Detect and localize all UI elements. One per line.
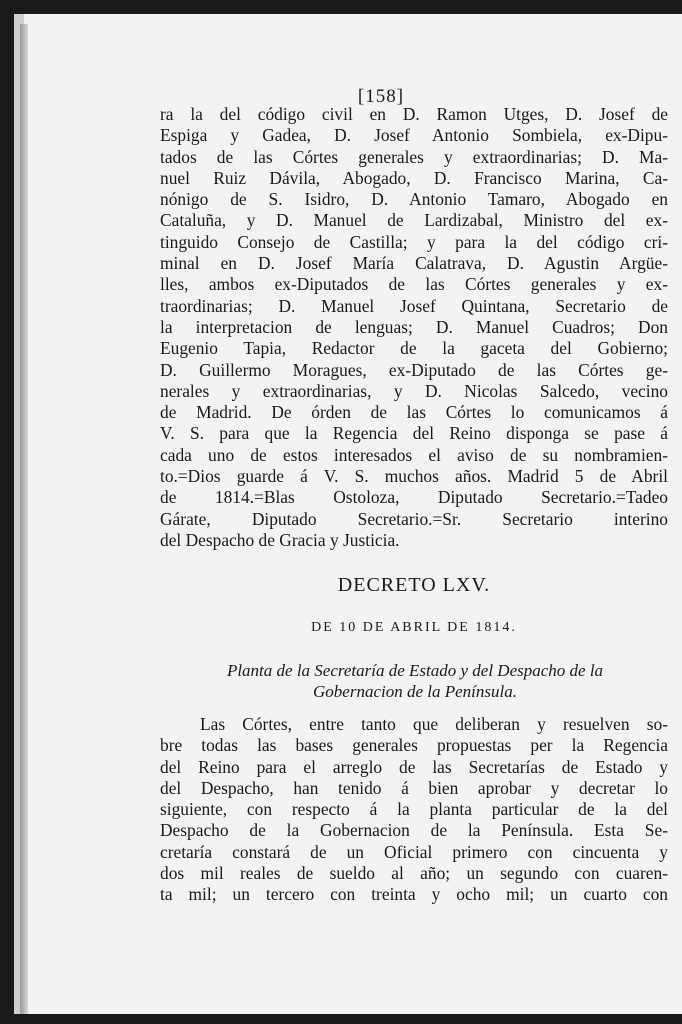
page-gutter — [20, 24, 28, 1014]
text-line: de Madrid. De órden de las Córtes lo comunicamos á — [160, 402, 668, 423]
text-line: bre todas las bases generales propuestas per la Regencia — [160, 735, 668, 756]
text-line: nónigo de S. Isidro, D. Antonio Tamaro, Abogado en — [160, 189, 668, 210]
text-line: del Despacho, han tenido á bien aprobar y decretar lo — [160, 777, 668, 798]
text-line: tados de las Córtes generales y extraordinarias; D. Ma- — [160, 146, 668, 167]
text-line: la interpretacion de lenguas; D. Manuel Cuadros; Don — [160, 316, 668, 337]
text-line: minal en D. Josef María Calatrava, D. Agustin Argüe- — [160, 253, 668, 274]
decree-title: DECRETO LXV. — [337, 574, 491, 596]
decree-heading — [170, 660, 660, 702]
text-line: del Reino para el arreglo de las Secretarías de Estado y — [160, 756, 668, 777]
text-line: Cataluña, y D. Manuel de Lardizabal, Ministro del ex- — [160, 210, 668, 231]
text-line: siguiente, con respecto á la planta particular de la del — [160, 799, 668, 820]
text-line: nuel Ruiz Dávila, Abogado, D. Francisco Marina, Ca- — [160, 167, 668, 188]
text-line: de 1814.=Blas Ostoloza, Diputado Secretario.=Tadeo — [160, 487, 668, 508]
decree-date: DE 10 DE ABRIL DE 1814. — [311, 620, 517, 635]
body-text-2 — [160, 714, 668, 906]
text-line: V. S. para que la Regencia del Reino disponga se pase á — [160, 423, 668, 444]
text-line: Gárate, Diputado Secretario.=Sr. Secretario interino — [160, 508, 668, 529]
text-line: cada uno de estos interesados el aviso de su nombramien- — [160, 444, 668, 465]
text-line: Despacho de la Gobernacion de la Península. Esta Se- — [160, 820, 668, 841]
text-line: D. Guillermo Moragues, ex-Diputado de las Córtes ge- — [160, 359, 668, 380]
text-line: Eugenio Tapia, Redactor de la gaceta del Gobierno; — [160, 338, 668, 359]
text-line: del Despacho de Gracia y Justicia. — [160, 529, 400, 550]
text-line: Las Córtes, entre tanto que deliberan y resuelven so- — [200, 714, 668, 734]
text-line: Espiga y Gadea, D. Josef Antonio Sombiela, ex-Dipu- — [160, 125, 668, 146]
heading-line: Planta de la Secretaría de Estado y del Despacho de la — [226, 661, 604, 680]
text-line: cretaría constará de un Oficial primero con cincuenta y — [160, 841, 668, 862]
text-line: dos mil reales de sueldo al año; un segundo con cuaren- — [160, 863, 668, 884]
text-line: ra la del código civil en D. Ramon Utges, D. Josef de — [160, 104, 668, 124]
page-number: [158] — [357, 86, 405, 107]
text-line: traordinarias; D. Manuel Josef Quintana, Secretario de — [160, 295, 668, 316]
text-line: ta mil; un tercero con treinta y ocho mil; un cuarto con — [160, 884, 668, 905]
text-line: nerales y extraordinarias, y D. Nicolas Salcedo, vecino — [160, 380, 668, 401]
body-text-1 — [160, 104, 668, 551]
text-line: to.=Dios guarde á V. S. muchos años. Madrid 5 de Abril — [160, 466, 668, 487]
text-line: lles, ambos ex-Diputados de las Córtes generales y ex- — [160, 274, 668, 295]
text-line: tinguido Consejo de Castilla; y para la del código cri- — [160, 231, 668, 252]
heading-line: Gobernacion de la Península. — [313, 682, 517, 701]
